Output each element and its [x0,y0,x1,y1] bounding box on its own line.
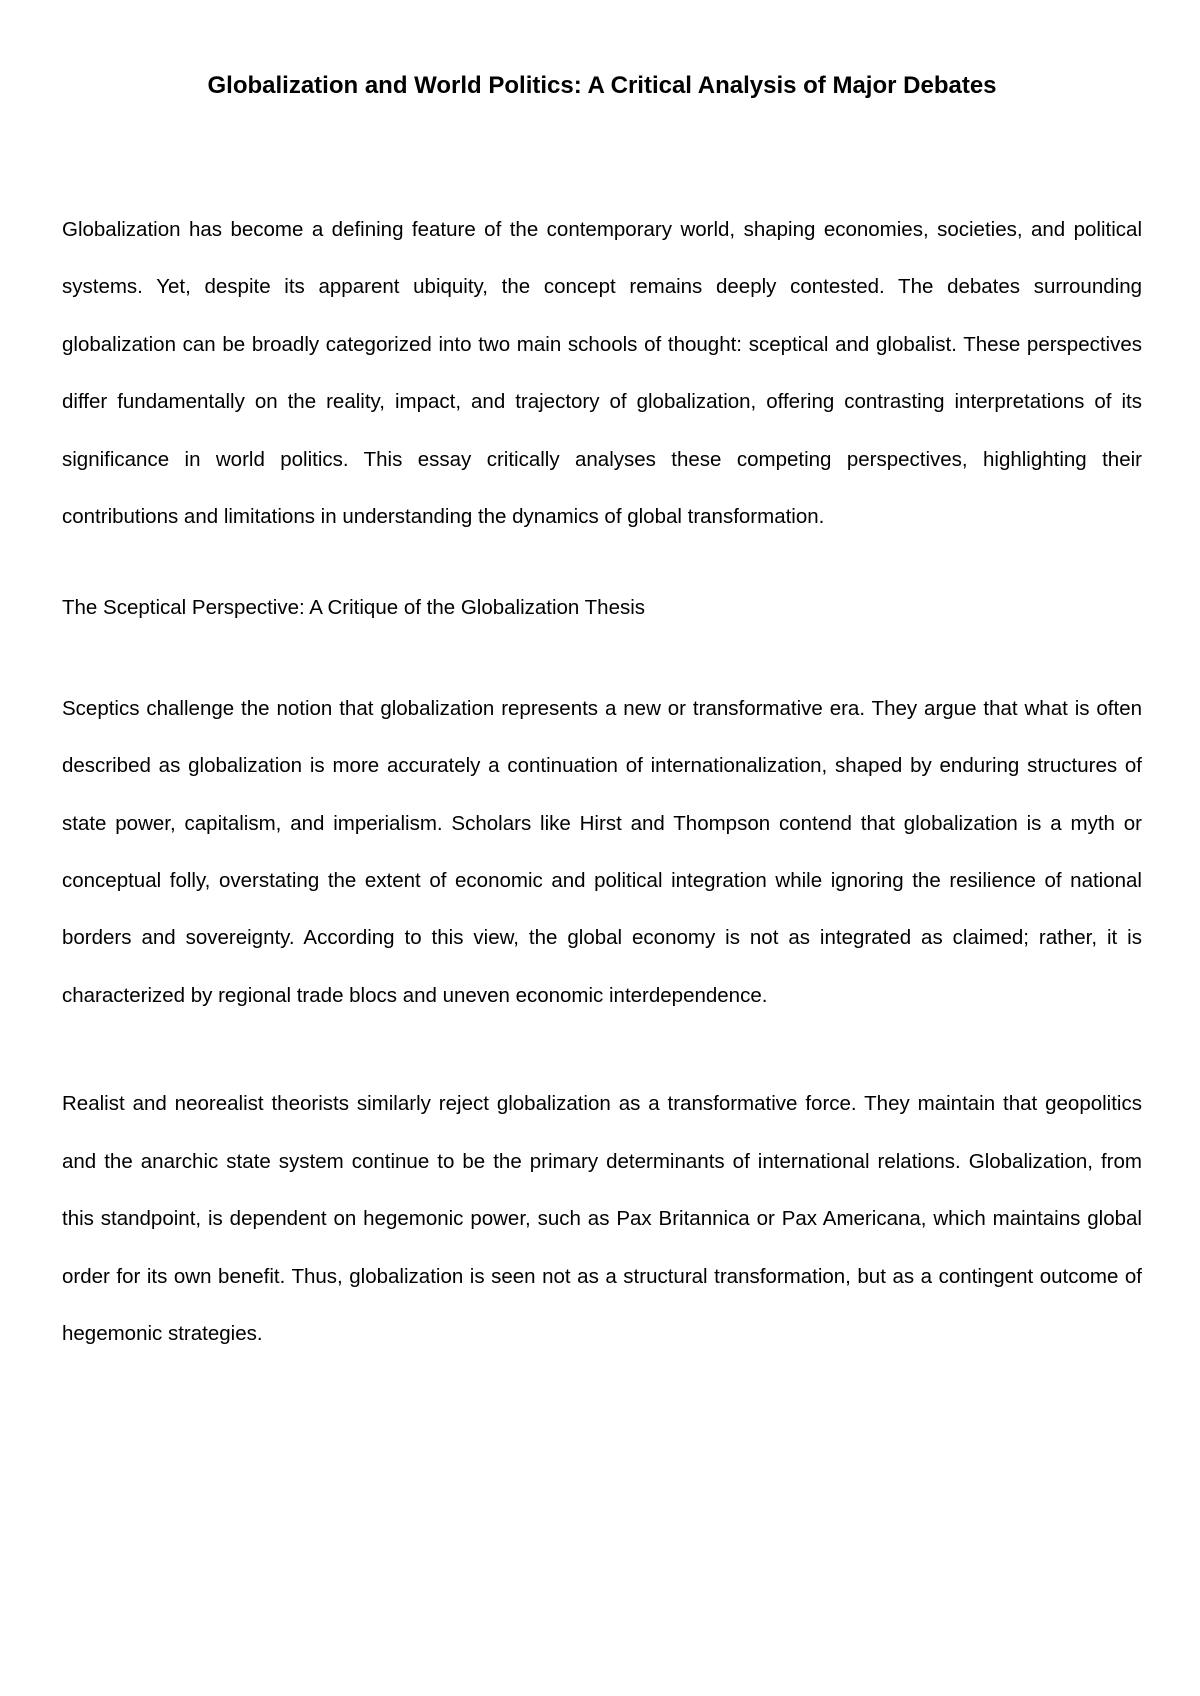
section-heading: The Sceptical Perspective: A Critique of the Globalization Thesis [62,596,646,620]
document-title: Globalization and World Politics: A Critical Analysis of Major Debates [207,72,997,99]
intro-paragraph: Globalization has become a defining feature of the contemporary world, shaping economies, societies, and political systems. Yet, despite its apparent ubiquity, the concept remains deeply contested. The debates surrounding globalization can be broadly categorized into two main schools of thought: sceptical and globalist. These perspectives differ fundamentally on the reality, impact, and trajectory of globalization, offering contrasting interpretations of its significance in world politics. This essay critically analyses these competing perspectives, highlighting their contributions and limitations in understanding the dynamics of global transformation. [62,218,1142,529]
body-paragraph: Sceptics challenge the notion that globalization represents a new or transformative era. They argue that what is often described as globalization is more accurately a continuation of internationalization, shaped by enduring structures of state power, capitalism, and imperialism. Scholars like Hirst and Thompson contend that globalization is a myth or conceptual folly, overstating the extent of economic and political integration while ignoring the resilience of national borders and sovereignty. According to this view, the global economy is not as integrated as claimed; rather, it is characterized by regional trade blocs and uneven economic interdependence. [62,696,1142,1007]
body-paragraph: Realist and neorealist theorists similarly reject globalization as a transformative force. They maintain that geopolitics and the anarchic state system continue to be the primary determinants of international relations. Globalization, from this standpoint, is dependent on hegemonic power, such as Pax Britannica or Pax Americana, which maintains global order for its own benefit. Thus, globalization is seen not as a structural transformation, but as a contingent outcome of hegemonic strategies. [62,1092,1142,1345]
